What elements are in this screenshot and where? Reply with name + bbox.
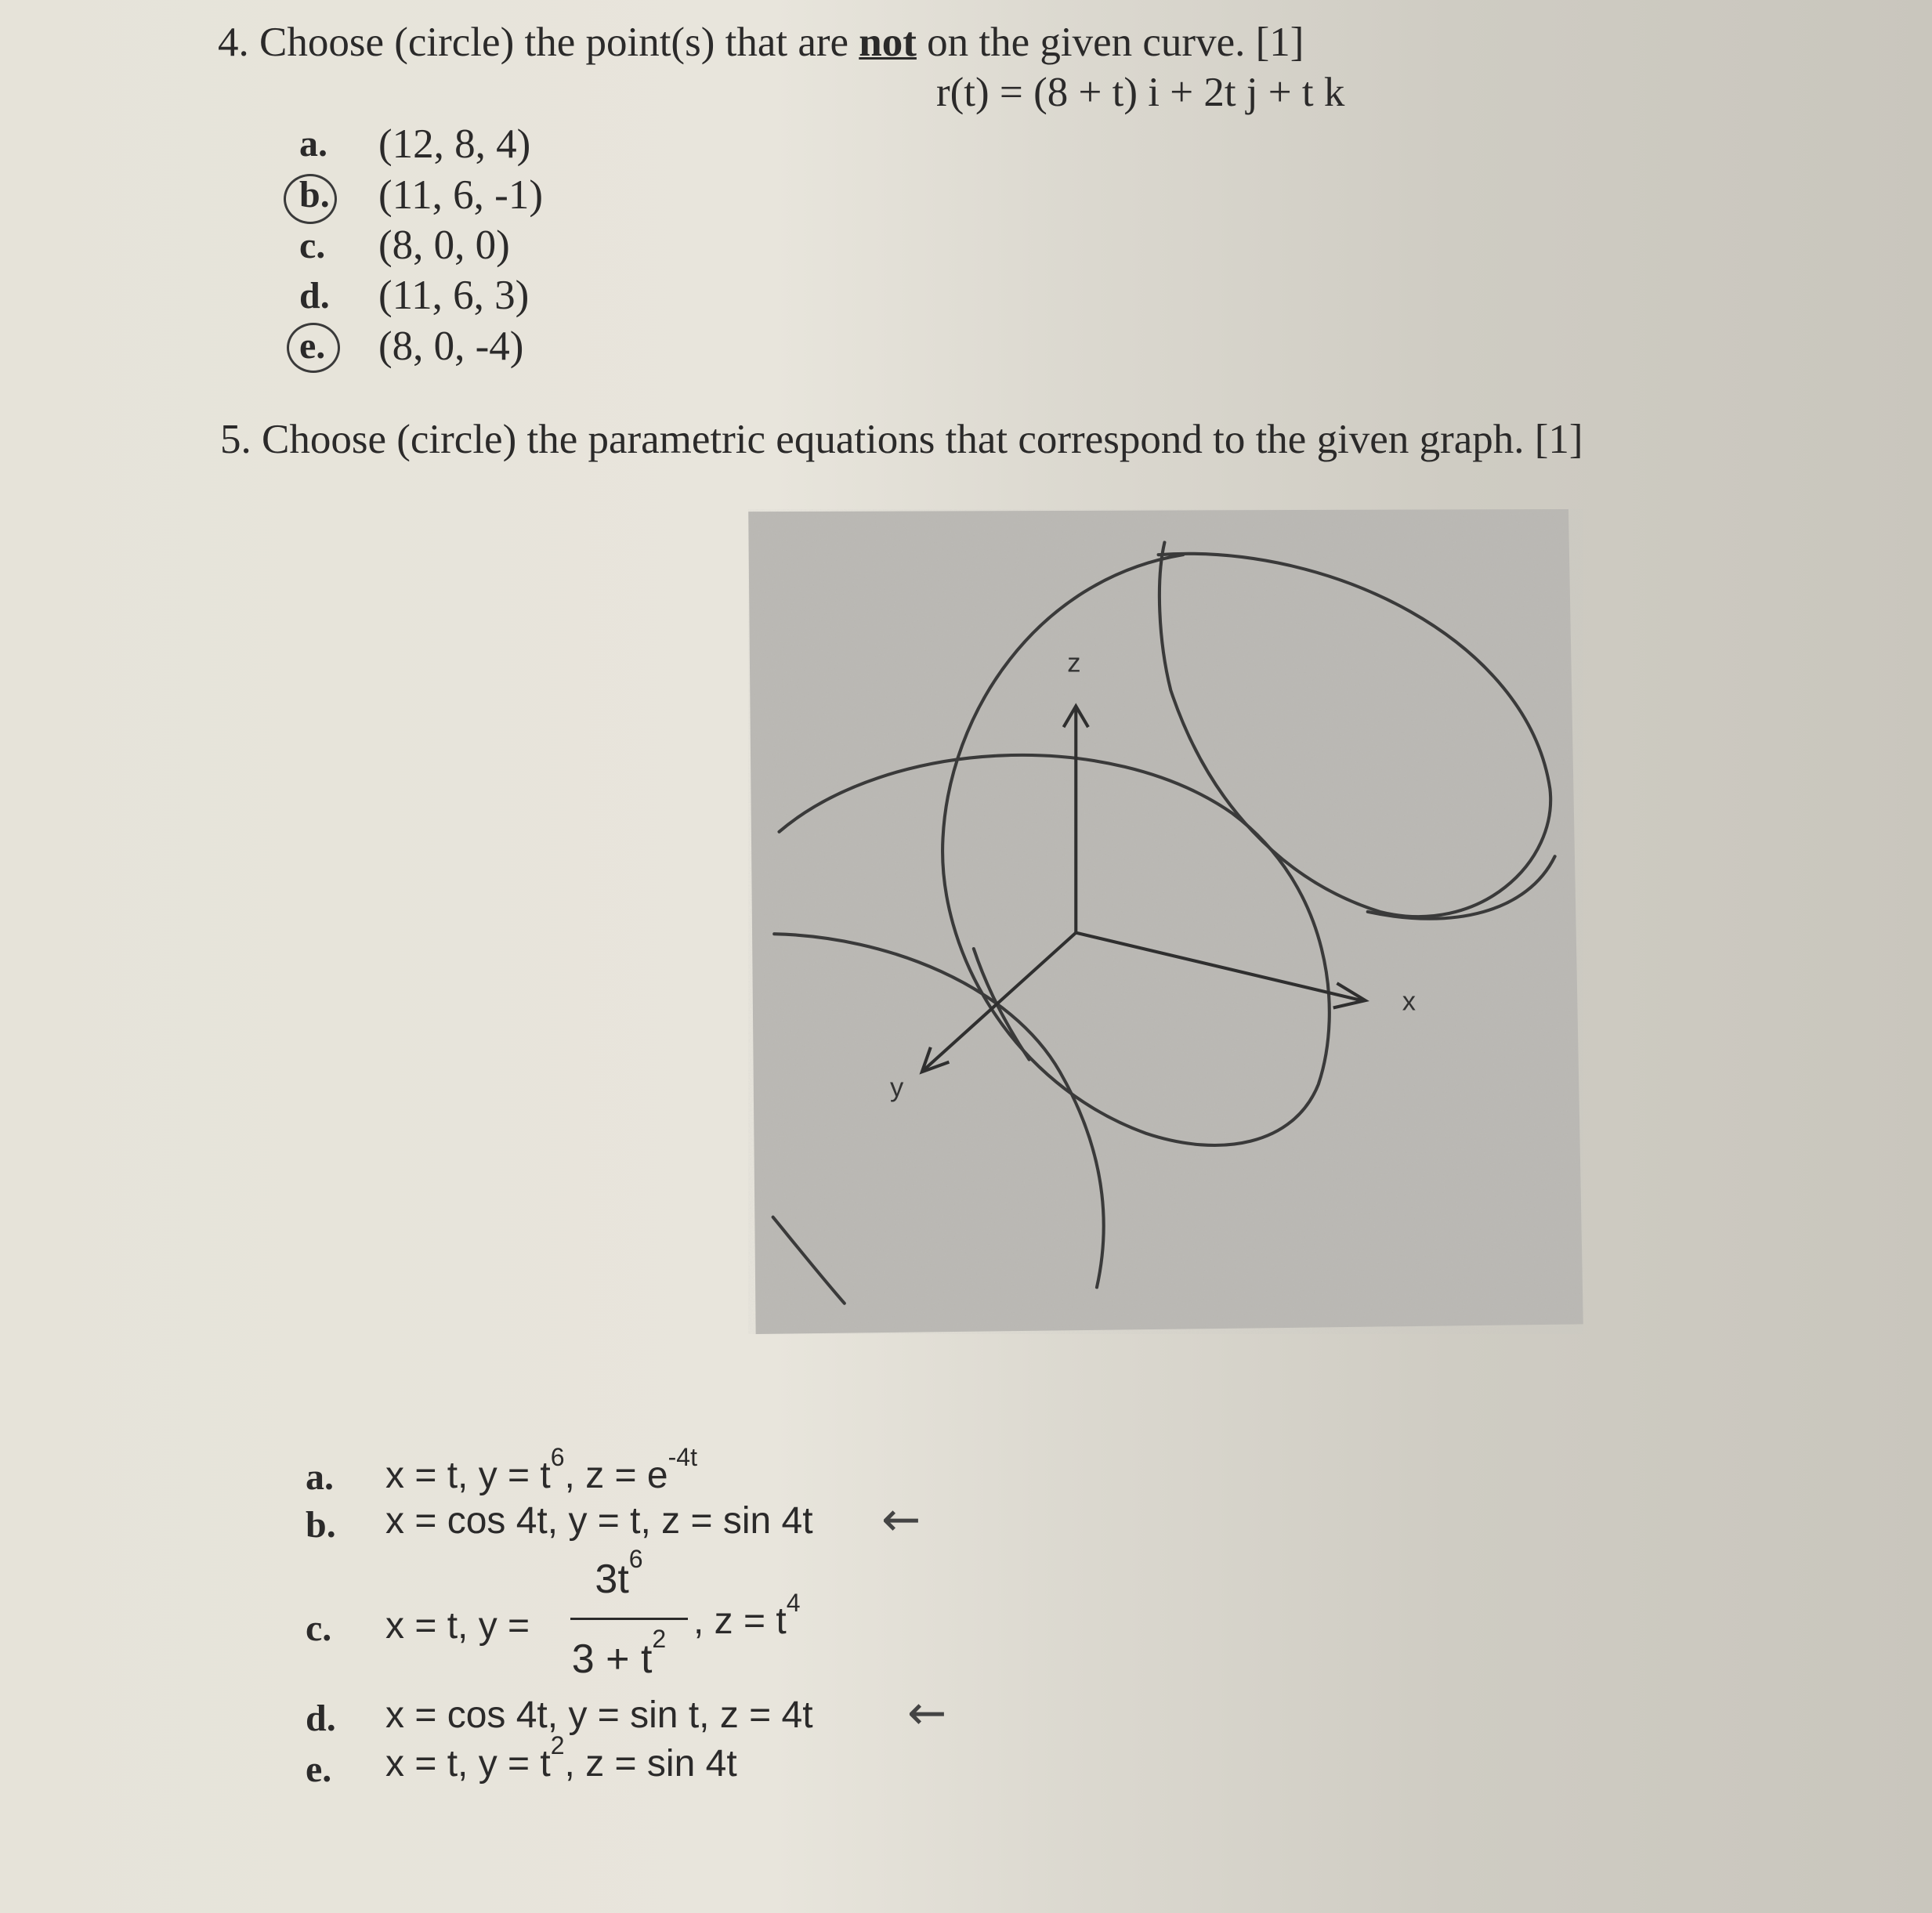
q5-option-c-denominator: $3 + t^2$ [571,1625,667,1682]
q5-option-c-suffix: , $z = t^4$ [693,1589,801,1642]
q5-prompt: 5. Choose (circle) the parametric equations that correspond to the given graph. [1] [220,417,1583,462]
q5-option-c-fraction-bar [570,1618,688,1620]
q5-option-d-handwritten-arrow: ← [907,1686,947,1741]
q4-option-b-value: (11, 6, -1) [378,172,543,218]
q4-option-e-value: (8, 0, -4) [378,324,524,369]
q4-option-a-label[interactable]: a. [299,123,327,165]
q5-option-c-prefix: x = t, y = [385,1605,530,1647]
q5-option-c-label[interactable]: c. [306,1607,332,1649]
q5-option-e-equation: x = t, $y = t^2$, z = sin 4t [385,1731,737,1785]
q4-prompt: 4. Choose (circle) the point(s) that are not on the given curve. [1] [218,20,1304,65]
q4-option-d-label[interactable]: d. [299,275,330,316]
graph-z-label: z [1067,648,1081,678]
q5-option-b-handwritten-arrow: ← [881,1492,921,1547]
q5-graph [748,509,1583,1334]
graph-y-label: y [889,1072,904,1103]
q4-option-c-value: (8, 0, 0) [378,222,510,268]
graph-x-label: x [1402,986,1416,1017]
q5-option-b-label[interactable]: b. [306,1504,336,1546]
q4-option-e-label[interactable]: e. [299,325,326,367]
q4-option-d-value: (11, 6, 3) [378,273,530,318]
q4-option-a-value: (12, 8, 4) [378,121,531,167]
q5-option-c-numerator: $3t^6$ [595,1545,643,1602]
q4-option-b-label[interactable]: b. [299,174,330,215]
q5-option-d-label[interactable]: d. [306,1698,336,1739]
q5-option-d-equation: x = cos 4t, y = sin t, z = 4t [385,1694,813,1736]
q5-option-e-label[interactable]: e. [306,1748,332,1790]
q5-option-b-equation: x = cos 4t, y = t, z = sin 4t [385,1500,813,1542]
q4-option-c-label[interactable]: c. [299,225,326,266]
q4-curve-equation: r(t) = (8 + t) i + 2t j + t k [936,70,1345,115]
q5-option-a-label[interactable]: a. [306,1456,334,1498]
q5-option-a-equation: x = t, $y = t^6$, $z = e^{-4t}$ [385,1443,697,1496]
